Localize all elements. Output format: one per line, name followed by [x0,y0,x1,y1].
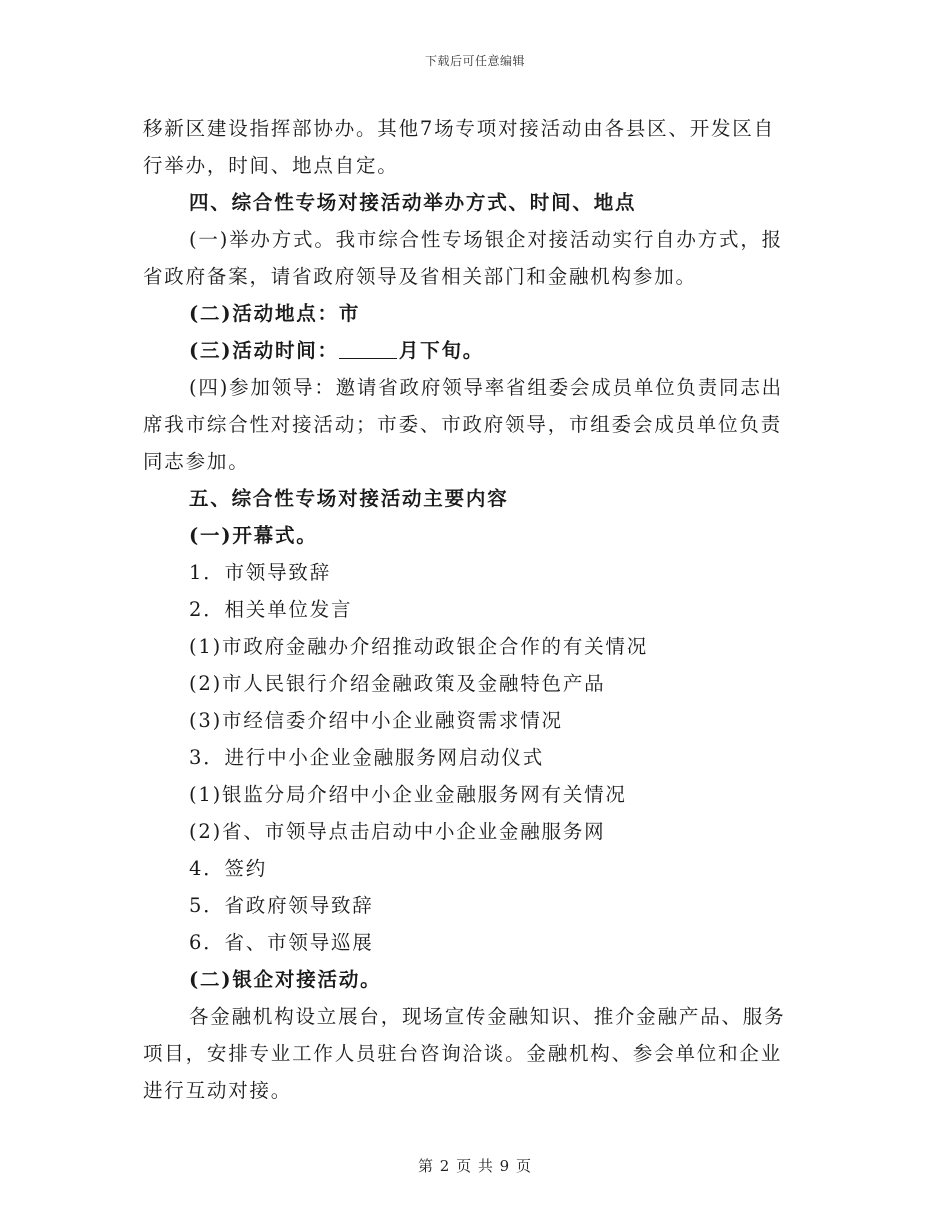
list-item: 2．相关单位发言 [189,598,353,621]
paragraph-line: 项目，安排专业工作人员驻台咨询洽谈。金融机构、参会单位和企业 [143,1042,783,1065]
list-item: (1)银监分局介绍中小企业金融服务网有关情况 [189,783,627,806]
subheading-bank-activity: (二)银企对接活动。 [189,968,382,991]
paragraph-line: 席我市综合性对接活动；市委、市政府领导，市组委会成员单位负责 [143,413,783,436]
document-body [143,110,803,1109]
list-item: 1．市领导致辞 [189,561,332,584]
list-item: (1)市政府金融办介绍推动政银企合作的有关情况 [189,635,649,658]
page-header-note: 下载后可任意编辑 [424,54,525,68]
paragraph-line: 同志参加。 [143,450,250,473]
paragraph-line: 进行互动对接。 [143,1079,293,1102]
paragraph-line: 各金融机构设立展台，现场宣传金融知识、推介金融产品、服务 [189,1005,786,1028]
list-item: (3)市经信委介绍中小企业融资需求情况 [189,709,563,732]
list-item: 4．签约 [189,857,268,880]
paragraph-line: 行举办，时间、地点自定。 [143,154,399,177]
page-footer: 第 2 页 共 9 页 [418,1157,532,1175]
paragraph-line: (一)举办方式。我市综合性专场银企对接活动实行自办方式，报 [189,228,783,251]
activity-time [143,332,803,369]
list-item: 6．省、市领导巡展 [189,931,374,954]
paragraph-line: (四)参加领导：邀请省政府领导率省组委会成员单位负责同志出 [189,376,783,399]
list-item: 3．进行中小企业金融服务网启动仪式 [189,746,545,769]
activity-time-month: 月下旬。 [398,339,485,362]
list-item: 5．省政府领导致辞 [189,894,374,917]
blank-underline [339,338,397,359]
activity-time-label: (三)活动时间： [189,339,339,362]
list-item: (2)省、市领导点击启动中小企业金融服务网 [189,820,606,843]
paragraph-line: 省政府备案，请省政府领导及省相关部门和金融机构参加。 [143,265,697,288]
section-heading-5: 五、综合性专场对接活动主要内容 [189,487,509,510]
subheading-opening: (一)开幕式。 [189,524,318,547]
list-item: (2)市人民银行介绍金融政策及金融特色产品 [189,672,606,695]
activity-venue: (二)活动地点：市 [189,302,361,325]
section-heading-4: 四、综合性专场对接活动举办方式、时间、地点 [189,191,637,214]
paragraph-line: 移新区建设指挥部协办。其他7场专项对接活动由各县区、开发区自 [143,117,775,140]
